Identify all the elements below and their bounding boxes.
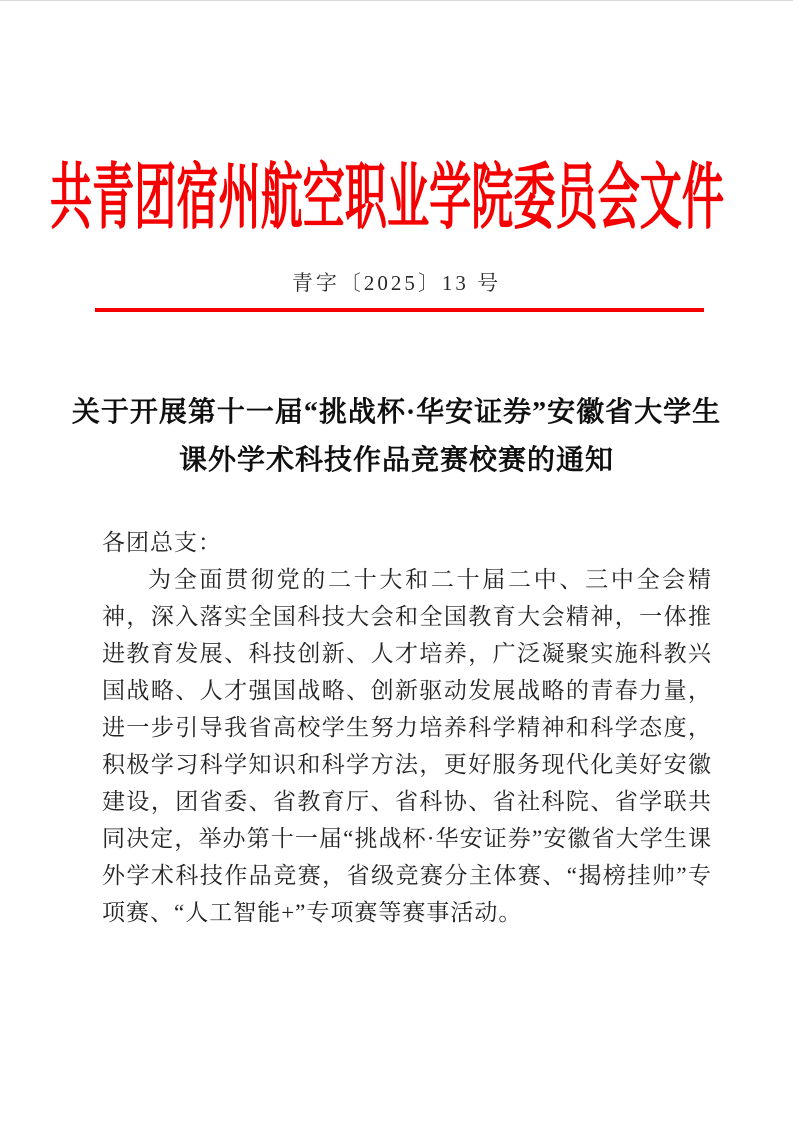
red-divider-line [95,308,704,312]
notice-title [0,389,793,485]
salutation: 各团总支： [102,530,222,555]
document-body [102,524,712,931]
notice-title-line1: 关于开展第十一届“挑战杯·华安证券”安徽省大学生 [71,397,722,428]
body-paragraph: 为全面贯彻党的二十大和二十届二中、三中全会精神，深入落实全国科技大会和全国教育大会精神，一体推进教育发展、科技创新、人才培养，广泛凝聚实施科教兴国战略、人才强国战略、创新驱动发展战略的青春力量，进一步引导我省高校学生努力培养科学精神和科学态度，积极学习科学知识和科学方法，更好服务现代化美好安徽建设，团省委、省教育厅、省科协、省社科院、省学联共同决定，举办第十一届“挑战杯·华安证券”安徽省大学生课外学术科技作品竞赛，省级竞赛分主体赛、“揭榜挂帅”专项赛、“人工智能+”专项赛等赛事活动。 [102,567,712,925]
red-header [0,157,783,239]
org-title-text: 共青团宿州航空职业学院委员会文件 [49,158,724,238]
document-number: 青字〔2025〕13 号 [291,271,502,295]
notice-title-line2: 课外学术科技作品竞赛校赛的通知 [178,445,614,476]
